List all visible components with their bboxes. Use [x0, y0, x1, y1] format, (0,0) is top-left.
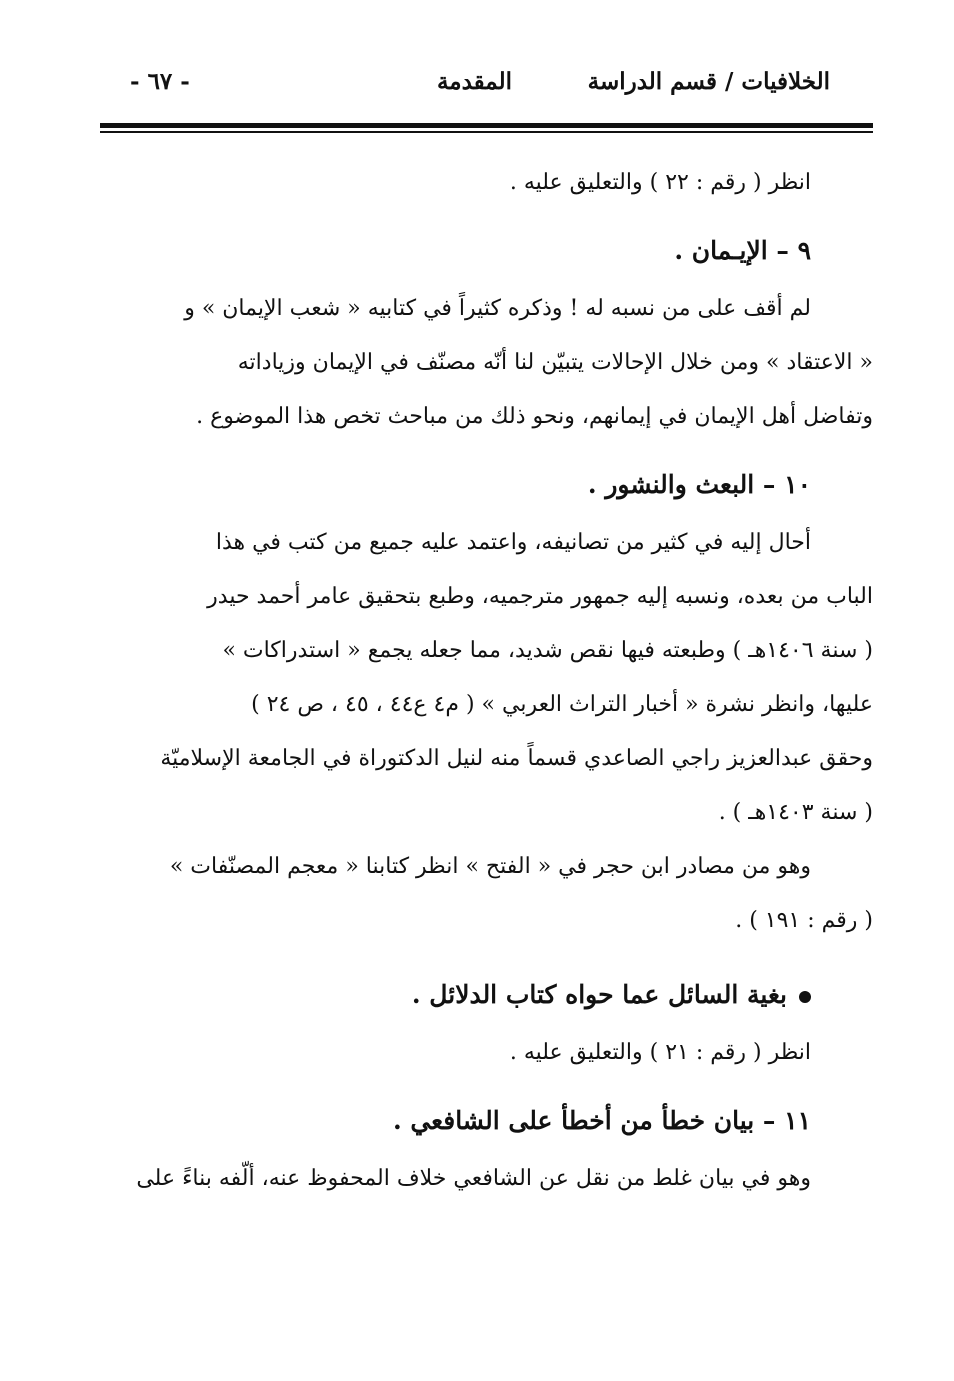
running-title: الخلافيات / قسم الدراسة: [587, 68, 830, 95]
header-rule-thick: [100, 123, 873, 128]
paragraph-line: الباب من بعده، ونسبه إليه جمهور مترجميه، وطبع بتحقيق عامر أحمد حيدر: [207, 584, 873, 609]
paragraph-line: ( سنة ١٤٠٦هـ ) وطبعته فيها نقص شديد، مما جعله يجمع « استدراكات »: [222, 638, 873, 663]
bullet-icon: [799, 991, 811, 1003]
reference-line: انظر ( رقم : ٢٢ ) والتعليق عليه .: [509, 170, 811, 195]
header-rule-thin: [100, 131, 873, 133]
reference-line: انظر ( رقم : ٢١ ) والتعليق عليه .: [509, 1040, 811, 1065]
paragraph-line: « الاعتقاد » ومن خلال الإحالات يتبيّن لنا أنّه مصنّف في الإيمان وزياداته: [237, 350, 873, 375]
bullet-heading: [100, 964, 873, 1026]
section-heading-10: ١٠ – البعث والنشور .: [587, 470, 811, 499]
paragraph-line: ( سنة ١٤٠٣هـ ) .: [718, 800, 873, 825]
paragraph-line: أحال إليه في كثير من تصانيفه، واعتمد عليه جميع من كتب في هذا: [215, 530, 811, 555]
bullet-heading-text: بغية السائل عما حواه كتاب الدلائل .: [411, 980, 787, 1009]
section-heading-11: ١١ – بيان خطأ من أخطأ على الشافعي .: [392, 1106, 811, 1135]
paragraph-line: وهو في بيان غلط من نقل عن الشافعي خلاف المحفوظ عنه، ألّفه بناءً على: [136, 1166, 811, 1191]
page-number: - ٦٧ -: [130, 68, 190, 95]
paragraph-line: وحقق عبدالعزيز راجي الصاعدي قسماً منه لنيل الدكتوراة في الجامعة الإسلاميّة: [160, 746, 873, 771]
paragraph-line: وهو من مصادر ابن حجر في « الفتح » انظر كتابنا « معجم المصنّفات »: [169, 854, 811, 879]
paragraph-line: ( رقم : ١٩١ ) .: [735, 908, 873, 933]
paragraph-line: وتفاضل أهل الإيمان في إيمانهم، ونحو ذلك من مباحث تخص هذا الموضوع .: [196, 404, 873, 429]
page-header: [100, 68, 830, 112]
paragraph-line: عليها، وانظر نشرة « أخبار التراث العربي » ( م٤ ع٤٤ ، ٤٥ ، ص ٢٤ ): [251, 692, 873, 717]
section-title: المقدمة: [436, 68, 512, 95]
page-body: [100, 156, 873, 1206]
paragraph-line: لم أقف على من نسبه له ! وذكره كثيراً في كتابيه « شعب الإيمان » و: [184, 296, 811, 321]
section-heading-9: ٩ – الإيـمان .: [674, 236, 811, 265]
